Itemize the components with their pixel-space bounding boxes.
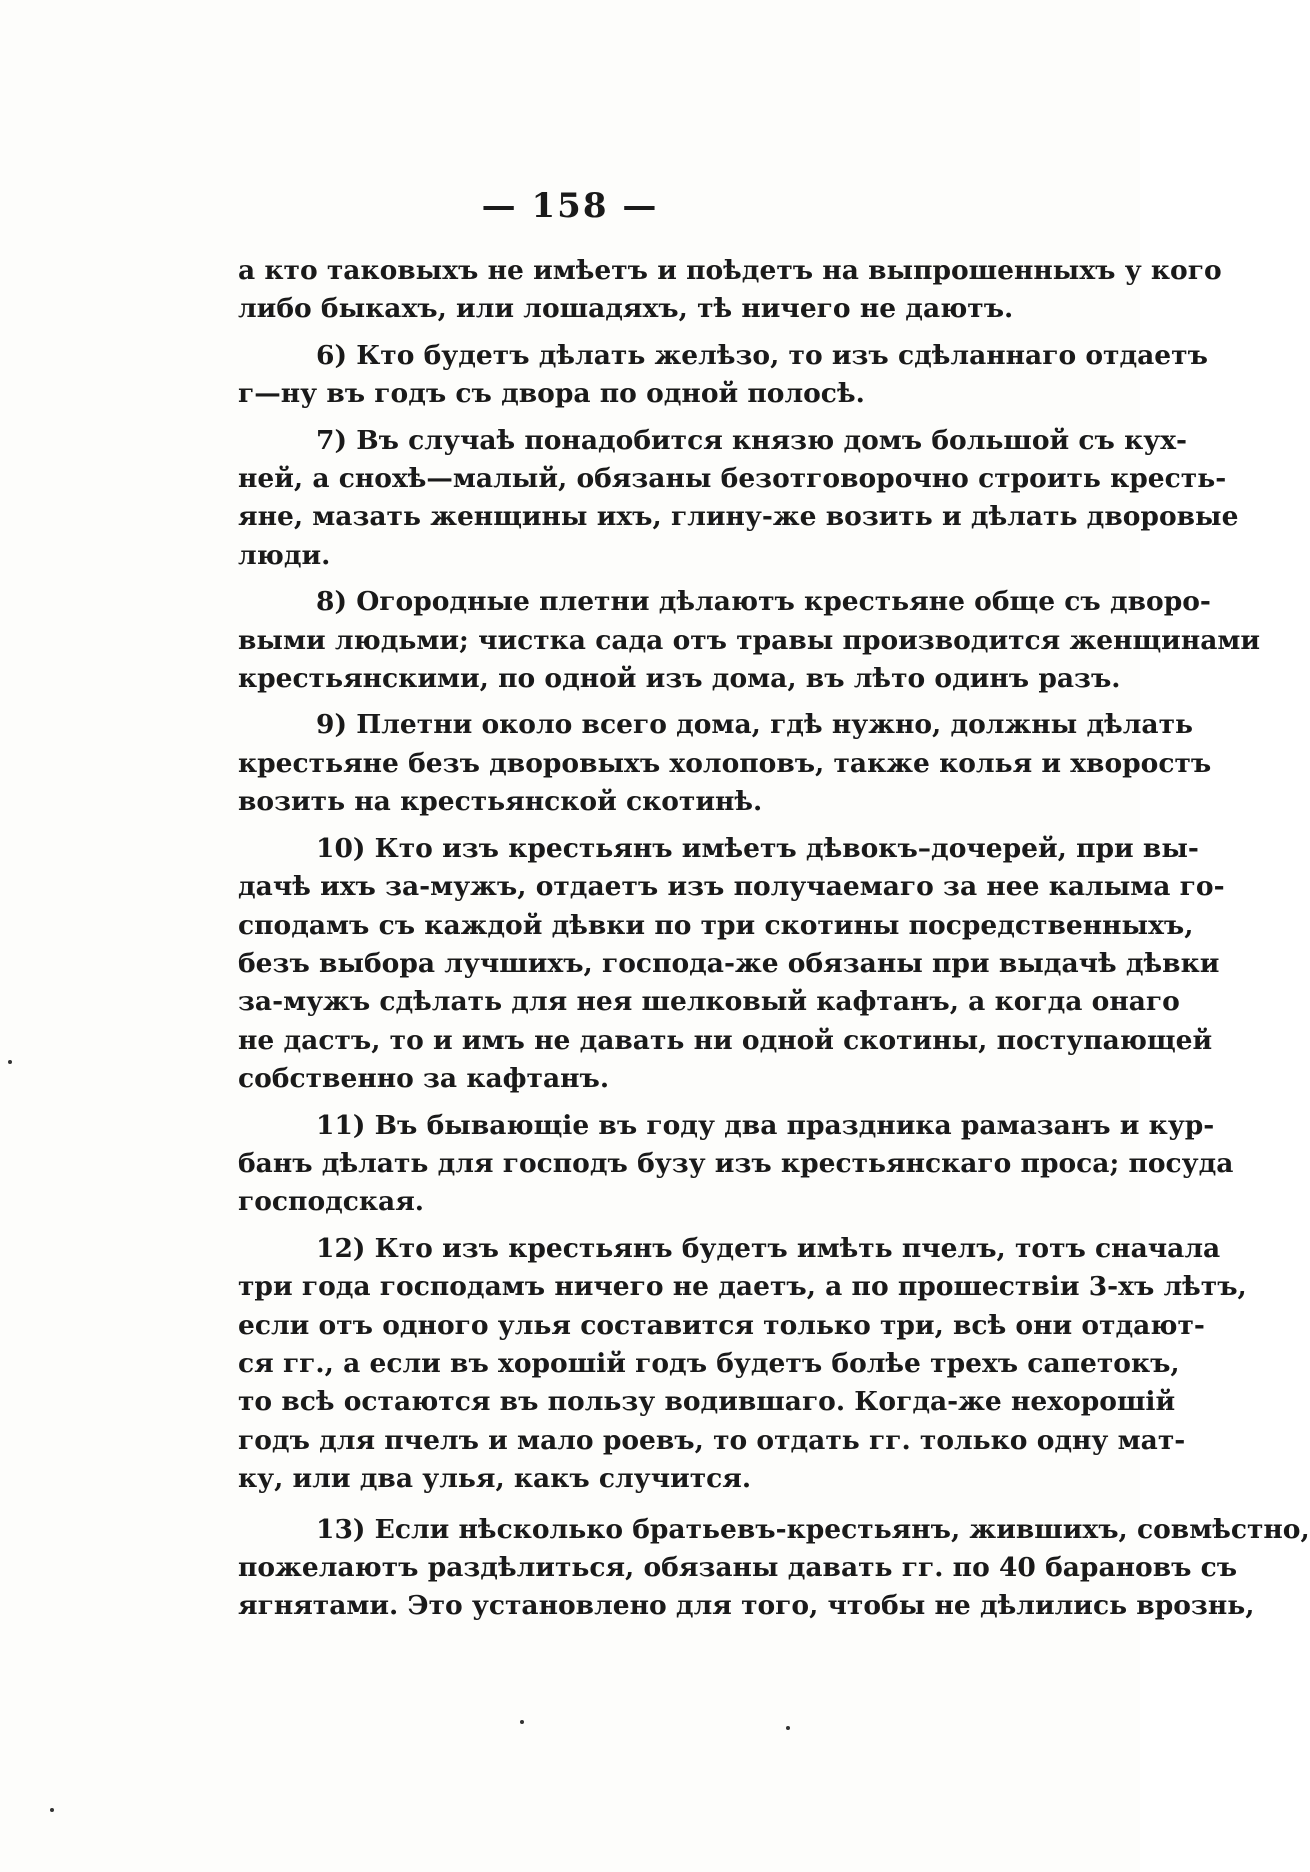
text-line: 6) Кто будетъ дѣлать желѣзо, то изъ сдѣланнаго отдаетъ [316,339,1208,371]
text-line: либо быкахъ, или лошадяхъ, тѣ ничего не даютъ. [238,293,1014,325]
text-line: господская. [238,1186,425,1218]
paragraph-9 [238,706,1212,821]
text-line: яне, мазать женщины ихъ, глину-же возить и дѣлать дворовые [238,501,1239,533]
text-line: не дастъ, то и имъ не давать ни одной скотины, поступающей [238,1024,1213,1056]
print-speck [50,1808,54,1812]
text-line: ся гг., а если въ хорошій годъ будетъ болѣе трехъ сапетокъ, [238,1347,1180,1379]
text-line: крестьяне безъ дворовыхъ холоповъ, также колья и хворостъ [238,747,1212,779]
text-line: банъ дѣлать для господъ бузу изъ крестьянскаго проса; посуда [238,1147,1234,1179]
text-line: крестьянскими, по одной изъ дома, въ лѣто одинъ разъ. [238,663,1121,695]
text-line: три года господамъ ничего не даетъ, а по прошествіи 3-хъ лѣтъ, [238,1271,1247,1303]
print-speck [8,1060,12,1064]
text-line: 9) Плетни около всего дома, гдѣ нужно, должны дѣлать [316,709,1193,741]
text-line: 13) Если нѣсколько братьевъ-крестьянъ, жившихъ, совмѣстно, [316,1513,1310,1545]
paragraph-continuation [238,252,1222,329]
paragraph-11 [238,1107,1234,1222]
print-speck [786,1726,790,1730]
paragraph-8 [238,583,1261,698]
text-line: а кто таковыхъ не имѣетъ и поѣдетъ на выпрошенныхъ у кого [238,255,1222,286]
body-text [238,252,1310,1626]
text-line: ку, или два улья, какъ случится. [238,1463,752,1495]
text-line: ягнятами. Это установлено для того, чтобы не дѣлились врознь, [238,1590,1255,1622]
text-line: годъ для пчелъ и мало роевъ, то отдать гг. только одну мат- [238,1424,1186,1456]
text-line: возить на крестьянской скотинѣ. [238,786,763,818]
text-line: собственно за кафтанъ. [238,1063,610,1095]
text-line: 8) Огородные плетни дѣлаютъ крестьяне обще съ дворо- [316,586,1211,618]
paragraph-6 [238,337,1208,414]
text-line: безъ выбора лучшихъ, господа-же обязаны при выдачѣ дѣвки [238,947,1220,979]
page-number: — 158 — [481,186,659,226]
paragraph-7 [238,422,1239,576]
paragraph-12 [238,1230,1247,1499]
text-line: за-мужъ сдѣлать для нея шелковый кафтанъ, а когда онаго [238,986,1180,1018]
text-line: 11) Въ бывающіе въ году два праздника рамазанъ и кур- [316,1109,1215,1141]
text-line: люди. [238,539,331,571]
text-line: то всѣ остаются въ пользу водившаго. Когда-же нехорошій [238,1386,1176,1418]
text-line: выми людьми; чистка сада отъ травы производится женщинами [238,624,1261,656]
print-speck [520,1720,524,1724]
paragraph-13 [238,1511,1310,1626]
text-line: 7) Въ случаѣ понадобится князю домъ большой съ кух- [316,424,1188,456]
text-line: если отъ одного улья составится только три, всѣ они отдают- [238,1309,1205,1341]
text-line: пожелаютъ раздѣлиться, обязаны давать гг. по 40 барановъ съ [238,1552,1238,1583]
text-line: сподамъ съ каждой дѣвки по три скотины посредственныхъ, [238,909,1194,941]
text-line: 12) Кто изъ крестьянъ будетъ имѣть пчелъ, тотъ сначала [316,1232,1221,1264]
paragraph-10 [238,830,1225,1099]
text-line: 10) Кто изъ крестьянъ имѣетъ дѣвокъ–дочерей, при вы- [316,832,1199,864]
text-line: ней, а снохѣ—малый, обязаны безотговорочно строить кресть- [238,463,1227,495]
text-line: г—ну въ годъ съ двора по одной полосѣ. [238,378,865,410]
text-line: дачѣ ихъ за-мужъ, отдаетъ изъ получаемаго за нее калыма го- [238,871,1225,903]
